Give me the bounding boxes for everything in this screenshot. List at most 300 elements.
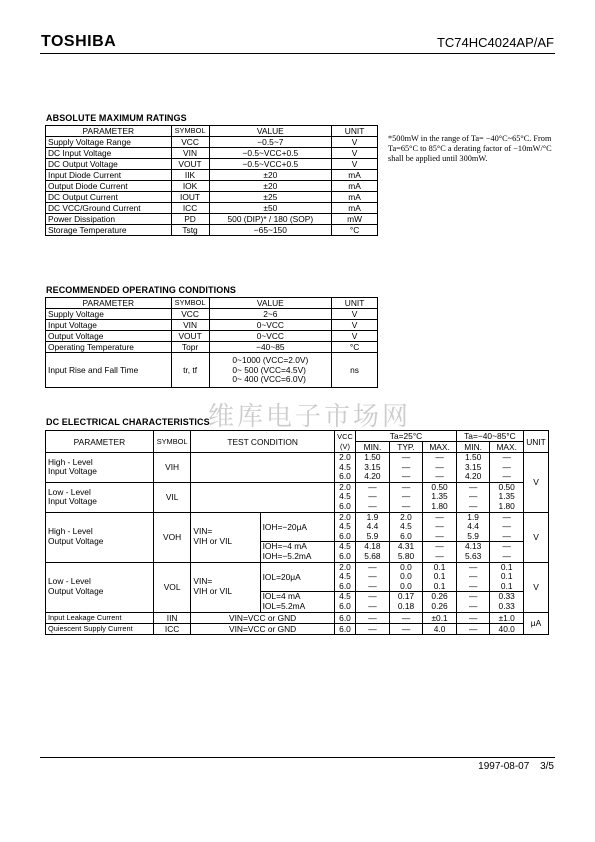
cond-icc: VIN=VCC or GND [191, 623, 334, 634]
table-row [46, 214, 378, 225]
cell-value: 500 (DIP)* / 180 (SOP) [209, 214, 332, 225]
table-row [46, 623, 549, 634]
vol-g2-min-cell [356, 592, 390, 612]
rise-fall-values [209, 353, 332, 388]
unit-input-voltage: V [523, 453, 548, 513]
vol-g2-rmin-cell [456, 592, 490, 612]
rise-fall-value-2v: 0~1000 (VCC=2.0V) [232, 355, 309, 365]
derating-note: *500mW in the range of Ta= −40°C~65°C. From Ta=65°C to 85°C a derating factor of −10mW/°C shall be applied until 300mW. [388, 134, 552, 163]
voh-g1-rmin: 1.9 [467, 511, 479, 522]
vih-min: 1.50 [364, 452, 381, 462]
param-icc: Quiescent Supply Current [46, 623, 154, 634]
vol-g1-rmin-cell [456, 562, 490, 592]
cond-vol-g2: IOL=4 mA [262, 591, 301, 602]
vih-vcc: 2.0 [339, 452, 351, 462]
param-vil: Input Voltage [48, 496, 97, 507]
cell-unit: V [332, 137, 378, 148]
symbol-iin: IIN [153, 612, 191, 623]
table-row [46, 203, 378, 214]
table-row [46, 512, 549, 542]
vil-rmin: — [468, 500, 478, 511]
icc-vcc: 6.0 [334, 623, 355, 634]
voh-g1-typ: 4.5 [400, 521, 412, 532]
vil-min: — [368, 481, 377, 492]
cell-param: DC Input Voltage [46, 148, 172, 159]
vih-max: — [435, 471, 444, 482]
vih-rmin: 1.50 [464, 452, 482, 462]
voh-g2-rmax: — [502, 550, 511, 561]
voh-g2-min-cell [356, 542, 390, 562]
rise-fall-param: Input Rise and Fall Time [46, 353, 172, 388]
voh-g2-rmin-cell [456, 542, 490, 562]
vih-rmin: 4.20 [464, 471, 482, 482]
cell-symbol: VIN [171, 320, 209, 331]
vol-g1-min: — [368, 571, 377, 582]
cell-unit: V [332, 159, 378, 170]
vih-rmin: 3.15 [464, 461, 482, 472]
vih-max: — [435, 452, 444, 462]
param-vih: Input Voltage [48, 466, 97, 477]
cond-voh-g2: IOH=−5.2mA [262, 550, 312, 561]
voh-g2-rmin: 5.63 [464, 550, 482, 561]
header-symbol: SYMBOL [171, 298, 209, 309]
header-parameter: PARAMETER [46, 126, 172, 137]
cond-voh: VIN= [193, 526, 213, 537]
voh-g2-min: 5.68 [364, 550, 381, 561]
header-symbol: SYMBOL [153, 431, 191, 453]
rise-fall-unit: ns [332, 353, 378, 388]
header-min: MIN. [356, 442, 390, 453]
vih-rmax-cell [490, 453, 524, 483]
table-row [46, 453, 549, 483]
table-row [46, 320, 378, 331]
vol-g1-max: 0.1 [433, 580, 446, 591]
vih-rmax: — [502, 452, 511, 462]
voh-g1-min-cell [356, 512, 390, 542]
cell-value: ±25 [209, 192, 332, 203]
voh-g1-typ: 2.0 [400, 511, 412, 522]
cell-param: Input Voltage [46, 320, 172, 331]
abs-max-title: ABSOLUTE MAXIMUM RATINGS [46, 113, 187, 123]
vil-typ: — [401, 500, 411, 511]
test-condition-empty [191, 453, 334, 483]
cell-symbol: Tstg [171, 225, 209, 236]
vih-typ: — [401, 452, 411, 462]
rec-op-title: RECOMMENDED OPERATING CONDITIONS [46, 285, 237, 295]
cell-symbol: VCC [171, 137, 209, 148]
voh-g1-max: — [435, 521, 444, 532]
table-row [46, 331, 378, 342]
cell-value: −40~85 [209, 342, 332, 353]
vih-typ: — [401, 461, 411, 472]
voh-g1-min: 4.4 [366, 521, 379, 532]
vil-typ: — [401, 481, 411, 492]
header-symbol: SYMBOL [171, 126, 209, 137]
header-value: VALUE [209, 298, 332, 309]
symbol-vih: VIH [153, 453, 191, 483]
cell-symbol: IIK [171, 170, 209, 181]
vil-rmin-cell [456, 482, 490, 512]
cell-symbol: VOUT [171, 331, 209, 342]
voh-g1-typ-cell [389, 512, 423, 542]
vih-max: — [435, 461, 444, 472]
vol-g2-max: 0.26 [431, 591, 448, 602]
vih-typ-cell [389, 453, 423, 483]
icc-typ: — [389, 623, 423, 634]
header-unit: UNIT [523, 431, 548, 453]
voh-g2-rmin: 4.13 [464, 541, 482, 552]
header-parameter: PARAMETER [46, 298, 172, 309]
voh-g1-vcc-cell [334, 512, 355, 542]
voh-g1-max: — [435, 530, 444, 541]
cond-vol: VIN= [193, 576, 213, 587]
vol-g1-typ: 0.0 [400, 561, 412, 572]
cell-symbol: IOUT [171, 192, 209, 203]
header-rule [40, 53, 555, 54]
vil-rmax: 1.35 [498, 491, 515, 502]
cond-vol-g2: IOL=5.2mA [262, 600, 306, 611]
rise-fall-value-45v: 0~ 500 (VCC=4.5V) [232, 364, 306, 375]
cond-vol-g2-cell [260, 592, 334, 612]
vil-max: 0.50 [431, 481, 448, 492]
voh-g2-max-cell [423, 542, 457, 562]
symbol-voh: VOH [153, 512, 191, 562]
rise-fall-symbol: tr, tf [171, 353, 209, 388]
vih-vcc: 4.5 [339, 461, 351, 472]
param-vih: High - Level [48, 456, 93, 467]
cell-param: Power Dissipation [46, 214, 172, 225]
vol-g1-min: — [368, 561, 377, 572]
vih-min: 4.20 [364, 471, 381, 482]
cell-unit: mA [332, 192, 378, 203]
table-row [46, 612, 549, 623]
vol-g1-rmax: 0.1 [500, 571, 513, 582]
vil-vcc: 6.0 [339, 500, 351, 511]
vih-vcc-cell [334, 453, 355, 483]
cond-voh-g2-cell [260, 542, 334, 562]
vol-g1-min: — [368, 580, 377, 591]
param-vil: Low - Level [48, 486, 91, 497]
cell-unit: V [332, 331, 378, 342]
voh-g2-rmax-cell [490, 542, 524, 562]
vil-min-cell [356, 482, 390, 512]
cell-param: Operating Temperature [46, 342, 172, 353]
voh-g2-vcc: 4.5 [339, 541, 351, 552]
vol-g2-vcc-cell [334, 592, 355, 612]
vol-g2-rmax-cell [490, 592, 524, 612]
cell-unit: V [332, 309, 378, 320]
vih-max-cell [423, 453, 457, 483]
param-voh-cell [46, 512, 154, 562]
voh-g1-max: — [435, 511, 444, 522]
vil-rmax-cell [490, 482, 524, 512]
cell-value: ±20 [209, 181, 332, 192]
table-header-row [46, 431, 549, 442]
vil-max: 1.35 [431, 491, 448, 502]
table-header-row [46, 298, 378, 309]
header-typ: TYP. [389, 442, 423, 453]
symbol-vil: VIL [153, 482, 191, 512]
param-iin: Input Leakage Current [46, 612, 154, 623]
vol-g1-rmax: 0.1 [500, 561, 513, 572]
cond-vol-g1: IOL=20μA [260, 562, 334, 592]
vil-typ-cell [389, 482, 423, 512]
voh-g2-min: 4.18 [364, 541, 381, 552]
vol-g1-vcc: 2.0 [339, 561, 351, 572]
header-value: VALUE [209, 126, 332, 137]
vol-g2-typ-cell [389, 592, 423, 612]
dc-title: DC ELECTRICAL CHARACTERISTICS [46, 417, 210, 427]
unit-vol: V [523, 562, 548, 612]
footer-rule [40, 757, 555, 758]
header-parameter: PARAMETER [46, 431, 154, 453]
vol-g1-min-cell [356, 562, 390, 592]
cell-symbol: IOK [171, 181, 209, 192]
vol-g2-vcc: 6.0 [339, 600, 351, 611]
vih-min-cell [356, 453, 390, 483]
icc-rmin: — [456, 623, 490, 634]
vih-rmax: — [502, 461, 511, 472]
cell-unit: °C [332, 225, 378, 236]
cell-symbol: PD [171, 214, 209, 225]
table-row [46, 137, 378, 148]
vol-g2-typ: 0.18 [397, 600, 415, 611]
vil-vcc: 2.0 [339, 481, 351, 492]
vil-rmax: 0.50 [498, 481, 515, 492]
voh-g1-rmax: — [502, 511, 511, 522]
vol-g1-rmax-cell [490, 562, 524, 592]
header-max: MAX. [423, 442, 457, 453]
cond-vol-cell [191, 562, 260, 612]
iin-rmax: ±1.0 [490, 612, 524, 623]
iin-rmin: — [456, 612, 490, 623]
test-condition-empty [191, 482, 334, 512]
table-row [46, 353, 378, 388]
iin-min: — [356, 612, 390, 623]
cell-value: 0~VCC [209, 320, 332, 331]
vol-g1-vcc: 4.5 [339, 571, 351, 582]
unit-current: μA [523, 612, 548, 634]
vol-g2-min: — [368, 600, 377, 611]
voh-g1-rmax: — [502, 521, 511, 532]
vol-g1-typ: 0.0 [400, 580, 412, 591]
vol-g2-rmax: 0.33 [498, 591, 515, 602]
table-row [46, 170, 378, 181]
vih-vcc: 6.0 [339, 471, 351, 482]
vol-g1-rmin: — [468, 561, 478, 572]
cell-unit: V [332, 320, 378, 331]
cell-value: ±50 [209, 203, 332, 214]
vol-g1-typ: 0.0 [400, 571, 412, 582]
voh-g1-min: 5.9 [366, 530, 379, 541]
cell-unit: mA [332, 170, 378, 181]
vol-g2-rmin: — [468, 591, 478, 602]
voh-g2-max: — [435, 541, 444, 552]
rise-fall-value-6v: 0~ 400 (VCC=6.0V) [232, 374, 306, 385]
voh-g1-max-cell [423, 512, 457, 542]
voh-g1-vcc: 2.0 [339, 511, 351, 522]
table-row [46, 342, 378, 353]
toshiba-logo: TOSHIBA [41, 33, 117, 50]
cell-value: 2~6 [209, 309, 332, 320]
vil-vcc: 4.5 [339, 491, 351, 502]
table-row [46, 562, 549, 592]
cell-value: −0.5~7 [209, 137, 332, 148]
header-unit: UNIT [332, 126, 378, 137]
header-unit: UNIT [332, 298, 378, 309]
cell-symbol: ICC [171, 203, 209, 214]
cell-param: Supply Voltage [46, 309, 172, 320]
voh-g1-vcc: 4.5 [339, 521, 351, 532]
vil-min: — [368, 491, 377, 502]
table-row [46, 482, 549, 512]
vol-g1-max: 0.1 [433, 561, 446, 572]
vol-g2-vcc: 4.5 [339, 591, 351, 602]
param-vol-cell [46, 562, 154, 612]
header-ta-range: Ta=−40~85°C [456, 431, 523, 442]
cond-voh-cell [191, 512, 260, 562]
cond-voh: VIH or VIL [193, 536, 233, 547]
param-vih-cell [46, 453, 154, 483]
vih-typ: — [401, 471, 411, 482]
cond-vol: VIH or VIL [193, 586, 233, 597]
table-header-row [46, 126, 378, 137]
table-row [46, 148, 378, 159]
vil-rmin: — [468, 481, 478, 492]
voh-g1-vcc: 6.0 [339, 530, 351, 541]
vol-g1-max: 0.1 [433, 571, 446, 582]
icc-rmax: 40.0 [490, 623, 524, 634]
cell-param: DC Output Voltage [46, 159, 172, 170]
header-ta25: Ta=25°C [356, 431, 457, 442]
voh-g2-typ: 4.31 [397, 541, 415, 552]
cell-unit: mA [332, 181, 378, 192]
header-range-min: MIN. [456, 442, 490, 453]
voh-g1-rmin-cell [456, 512, 490, 542]
vih-min: 3.15 [364, 461, 381, 472]
vol-g1-vcc-cell [334, 562, 355, 592]
table-row [46, 181, 378, 192]
voh-g2-rmax: — [502, 541, 511, 552]
voh-g2-typ: 5.80 [397, 550, 415, 561]
cell-param: Output Voltage [46, 331, 172, 342]
table-row [46, 159, 378, 170]
vol-g2-rmax: 0.33 [498, 600, 515, 611]
cell-value: ±20 [209, 170, 332, 181]
iin-max: ±0.1 [423, 612, 457, 623]
header-vcc-label: VCC [337, 431, 353, 441]
cell-value: −0.5~VCC+0.5 [209, 148, 332, 159]
vol-g2-min: — [368, 591, 377, 602]
header-test-condition: TEST CONDITION [191, 431, 334, 453]
vil-max: 1.80 [431, 500, 448, 511]
vol-g2-typ: 0.17 [397, 591, 415, 602]
header-vcc [334, 431, 355, 453]
watermark: 维库电子市场网 [208, 402, 412, 432]
table-row [46, 309, 378, 320]
voh-g1-rmin: 4.4 [467, 521, 479, 532]
part-number: TC74HC4024AP/AF [436, 35, 554, 50]
cell-symbol: VIN [171, 148, 209, 159]
vol-g1-rmax: 0.1 [500, 580, 513, 591]
footer-date: 1997-08-07 [478, 761, 530, 772]
abs-max-table [45, 125, 378, 236]
cell-unit: V [332, 148, 378, 159]
cell-value: −65~150 [209, 225, 332, 236]
unit-voh: V [523, 512, 548, 562]
vol-g1-vcc: 6.0 [339, 580, 351, 591]
header-vcc-unit: (V) [340, 441, 350, 451]
cond-iin: VIN=VCC or GND [191, 612, 334, 623]
cell-param: Supply Voltage Range [46, 137, 172, 148]
vil-max-cell [423, 482, 457, 512]
cell-param: Storage Temperature [46, 225, 172, 236]
vol-g1-max-cell [423, 562, 457, 592]
vil-rmax: 1.80 [498, 500, 515, 511]
vol-g1-rmin: — [468, 571, 478, 582]
voh-g1-rmax: — [502, 530, 511, 541]
header-range-max: MAX. [490, 442, 524, 453]
iin-typ: — [389, 612, 423, 623]
vol-g2-max-cell [423, 592, 457, 612]
cell-unit: mW [332, 214, 378, 225]
icc-min: — [356, 623, 390, 634]
symbol-vol: VOL [153, 562, 191, 612]
icc-max: 4.0 [423, 623, 457, 634]
voh-g2-vcc-cell [334, 542, 355, 562]
cell-symbol: VOUT [171, 159, 209, 170]
vol-g2-rmin: — [468, 600, 478, 611]
footer [478, 761, 554, 772]
voh-g1-typ: 6.0 [400, 530, 412, 541]
table-row [46, 192, 378, 203]
param-vil-cell [46, 482, 154, 512]
vil-vcc-cell [334, 482, 355, 512]
vih-rmin-cell [456, 453, 490, 483]
param-vol: Low - Level [48, 576, 91, 587]
voh-g1-rmin: 5.9 [467, 530, 479, 541]
cond-voh-g1: IOH=−20μA [260, 512, 334, 542]
voh-g2-typ-cell [389, 542, 423, 562]
cell-value: 0~VCC [209, 331, 332, 342]
cell-param: Input Diode Current [46, 170, 172, 181]
voh-g2-vcc: 6.0 [339, 550, 351, 561]
cond-voh-g2: IOH=−4 mA [262, 541, 307, 552]
dc-table [45, 430, 549, 635]
table-row [46, 225, 378, 236]
vol-g2-max: 0.26 [431, 600, 448, 611]
vil-typ: — [401, 491, 411, 502]
cell-unit: °C [332, 342, 378, 353]
cell-symbol: VCC [171, 309, 209, 320]
param-voh: High - Level [48, 526, 93, 537]
cell-symbol: Topr [171, 342, 209, 353]
param-vol: Output Voltage [48, 586, 104, 597]
voh-g1-min: 1.9 [366, 511, 379, 522]
voh-g1-rmax-cell [490, 512, 524, 542]
cell-param: DC Output Current [46, 192, 172, 203]
symbol-icc: ICC [153, 623, 191, 634]
iin-vcc: 6.0 [334, 612, 355, 623]
cell-unit: mA [332, 203, 378, 214]
vih-rmax: — [502, 471, 511, 482]
vol-g1-typ-cell [389, 562, 423, 592]
cell-param: DC VCC/Ground Current [46, 203, 172, 214]
voh-g2-max: — [435, 550, 444, 561]
cell-param: Output Diode Current [46, 181, 172, 192]
param-voh: Output Voltage [48, 536, 104, 547]
vil-min: — [368, 500, 377, 511]
